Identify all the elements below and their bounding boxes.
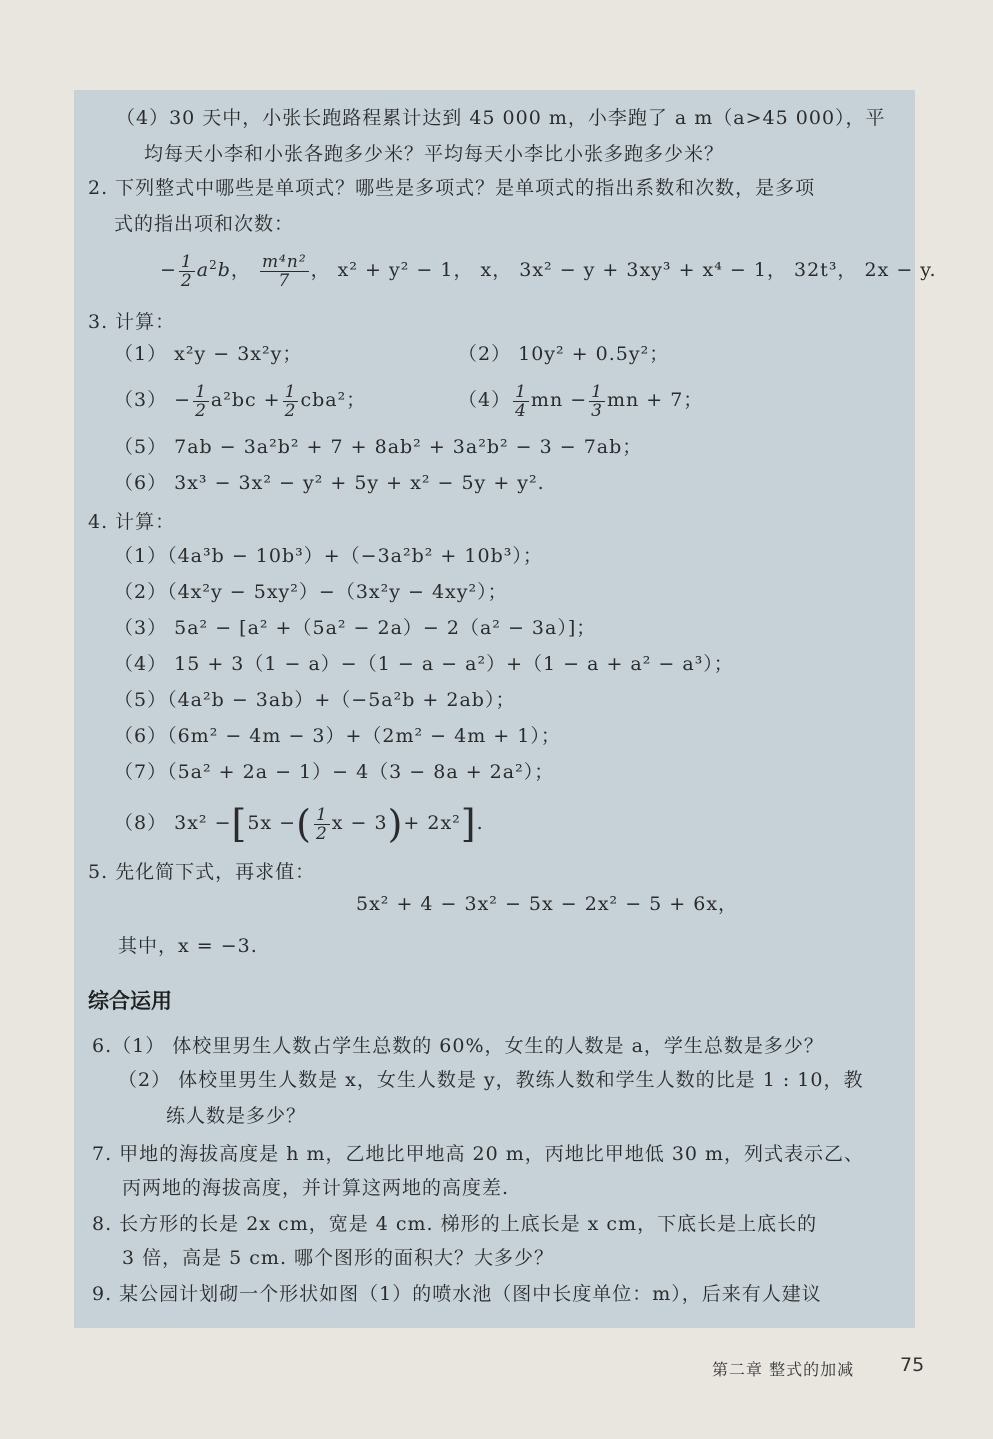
problem-3-6: （6） 3x³ − 3x² − y² + 5y + x² − 5y + y². (114, 472, 545, 494)
problem-8-line-2: 3 倍，高是 5 cm. 哪个图形的面积大？大多少？ (122, 1247, 555, 1269)
problem-6-2-line-1: （2） 体校里男生人数是 x，女生人数是 y，教练人数和学生人数的比是 1 : 10，教 (118, 1069, 864, 1091)
problem-2-line-1: 2. 下列整式中哪些是单项式？哪些是多项式？是单项式的指出系数和次数，是多项 (88, 177, 816, 199)
fraction: $\frac{1}{2}$ (315, 804, 328, 844)
fraction: $\frac{1}{2}$ (195, 381, 207, 421)
fraction: $\frac{1}{2}$ (180, 251, 193, 291)
problem-3-title: 3. 计算： (88, 311, 176, 333)
chapter-footer: 第二章 整式的加减 (712, 1360, 855, 1379)
fraction: $\frac{\text{m⁴n²}}{7}$ (261, 251, 307, 291)
problem-4-title: 4. 计算： (88, 511, 176, 533)
fraction: $\frac{1}{4}$ (515, 381, 527, 421)
problem-3-2: （2） 10y² + 0.5y²； (458, 343, 670, 365)
problem-5-where: 其中，x = −3. (118, 935, 258, 957)
problem-4-6: （6）（6m² − 4m − 3）+（2m² − 4m + 1）； (114, 725, 561, 747)
problem-3-5: （5） 7ab − 3a²b² + 7 + 8ab² + 3a²b² − 3 − 7ab； (114, 436, 643, 458)
problem-3-4: （4） $\frac{1}{4}$ mn − $\frac{1}{3}$ mn + 7； (458, 381, 704, 421)
problem-4-5: （5）（4a²b − 3ab）+（−5a²b + 2ab）； (114, 689, 516, 711)
problem-6-1: 6.（1） 体校里男生人数占学生总数的 60%，女生的人数是 a，学生总数是多少？ (92, 1035, 824, 1057)
problem-7-line-2: 丙两地的海拔高度，并计算这两地的高度差. (122, 1177, 510, 1199)
fraction: $\frac{1}{3}$ (591, 381, 603, 421)
problem-7-line-1: 7. 甲地的海拔高度是 h m，乙地比甲地高 20 m，丙地比甲地低 30 m，列式表示乙、 (92, 1143, 865, 1165)
fraction: $\frac{1}{2}$ (284, 381, 297, 421)
problem-2-expressions: − $\frac{1}{2}$ $a^2b$， $\frac{\text{m⁴n²}}{7}$ ， x² + y² − 1， x， 3x² − y + 3xy³ + x⁴ − 1， 32t³， 2x − y. (160, 251, 937, 291)
problem-9-line-1: 9. 某公园计划砌一个形状如图（1）的喷水池（图中长度单位：m），后来有人建议 (92, 1283, 822, 1305)
problem-1-4-line-2: 均每天小李和小张各跑多少米？平均每天小李比小张多跑多少米？ (144, 143, 725, 165)
page-number: 75 (900, 1354, 925, 1376)
problem-2-line-2: 式的指出项和次数： (114, 213, 295, 235)
problem-4-8: （8） 3x² −[5x −( $\frac{1}{2}$ x − 3)+ 2x²]. (114, 802, 484, 846)
problem-8-line-1: 8. 长方形的长是 2x cm，宽是 4 cm. 梯形的上底长是 x cm，下底长是上底长的 (92, 1213, 818, 1235)
problem-3-1: （1） x²y − 3x²y； (114, 343, 303, 365)
problem-4-2: （2）（4x²y − 5xy²）−（3x²y − 4xy²）； (114, 581, 508, 603)
problem-3-3: （3） − $\frac{1}{2}$ a²bc + $\frac{1}{2}$ cba²； (114, 381, 367, 421)
problem-4-4: （4） 15 + 3（1 − a）−（1 − a − a²）+（1 − a + a² − a³）； (114, 653, 734, 675)
problem-1-4-line-1: （4）30 天中，小张长跑路程累计达到 45 000 m，小李跑了 a m（a>45 000），平 (116, 107, 886, 129)
section-title: 综合运用 (88, 989, 172, 1013)
problem-5-expression: 5x² + 4 − 3x² − 5x − 2x² − 5 + 6x， (356, 893, 739, 915)
problem-4-3: （3） 5a² − [a² +（5a² − 2a）− 2（a² − 3a）]； (114, 617, 597, 639)
problem-5-title: 5. 先化简下式，再求值： (88, 861, 316, 883)
problem-4-7: （7）（5a² + 2a − 1）− 4（3 − 8a + 2a²）； (114, 761, 555, 783)
problem-6-2-line-2: 练人数是多少？ (166, 1105, 307, 1127)
problem-4-1: （1）（4a³b − 10b³）+（−3a²b² + 10b³）； (114, 545, 543, 567)
